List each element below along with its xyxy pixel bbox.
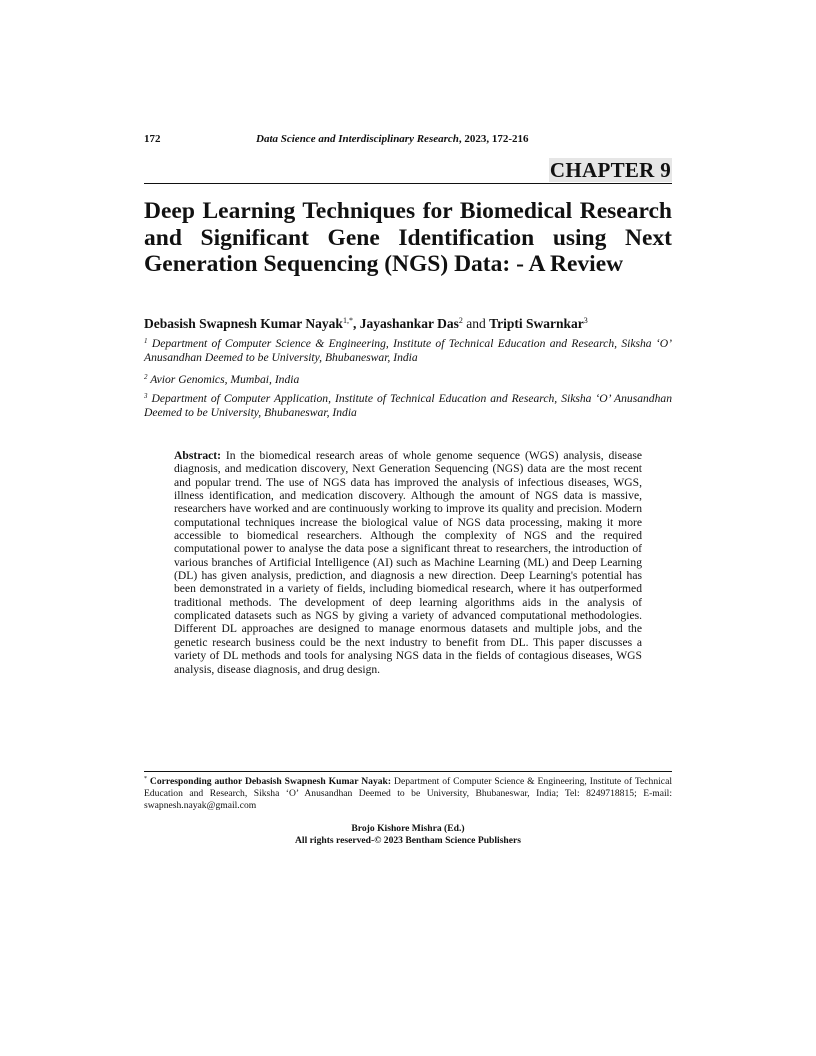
copyright-line: All rights reserved-© 2023 Bentham Science Publishers xyxy=(294,835,522,846)
footnote-divider xyxy=(144,771,672,772)
author-separator: , xyxy=(352,316,360,331)
chapter-heading xyxy=(144,158,672,184)
affiliation-text: Avior Genomics, Mumbai, India xyxy=(150,373,300,386)
author-affil-marker: 1,* xyxy=(342,316,353,325)
affiliation-1 xyxy=(144,337,672,365)
affiliation-2 xyxy=(144,373,672,387)
footnote-label: Corresponding author Debasish Swapnesh Kumar Nayak: xyxy=(149,776,392,787)
abstract-label: Abstract: xyxy=(174,449,222,462)
footnote-marker: * xyxy=(144,776,147,782)
editor-line: Brojo Kishore Mishra (Ed.) xyxy=(351,823,465,834)
author-name: Debasish Swapnesh Kumar Nayak xyxy=(144,316,343,331)
affiliation-marker: 2 xyxy=(144,373,148,381)
page-number: 172 xyxy=(144,133,161,145)
author-name: Tripti Swarnkar xyxy=(489,316,584,331)
journal-year-pages: , 2023, 172-216 xyxy=(458,133,529,145)
abstract xyxy=(174,449,642,676)
journal-citation xyxy=(256,133,529,145)
author-affil-marker: 3 xyxy=(583,316,588,325)
affiliation-marker: 3 xyxy=(144,392,148,400)
author-line xyxy=(144,316,672,332)
chapter-label: CHAPTER 9 xyxy=(549,158,671,182)
journal-name: Data Science and Interdisciplinary Research xyxy=(256,133,459,145)
affiliation-text: Department of Computer Application, Institute of Technical Education and Research, Siksha ‘O’ Anusandhan Deemed to be University, Bhubaneswar, India xyxy=(144,392,672,419)
footnote-text: Department of Computer Science & Engineering, Institute of Technical Education and Research, Siksha ‘O’ Anusandhan Deemed to be University, Bhubaneswar, India; Tel: 8249718815; E-mail: swapnesh.nayak@gmail.com xyxy=(144,776,672,811)
affiliation-3 xyxy=(144,392,672,420)
affiliation-marker: 1 xyxy=(144,337,148,345)
abstract-text: In the biomedical research areas of whole genome sequence (WGS) analysis, disease diagnosis, and medication discovery, Next Generation Sequencing (NGS) data are the most recent and popular trend. The use of NGS data has improved the analysis of infectious diseases, WGS, illness identification, and medication discovery. Although the amount of NGS data is massive, researchers have worked and are continuously working to improve its quality and precision. Modern computational techniques increase the biological value of NGS data processing, making it more accessible to biomedical researchers. Although the complexity of NGS and the required computational power to analyse the data pose a significant threat to researchers, the introduction of various branches of Artificial Intelligence (AI) such as Machine Learning (ML) and Deep Learning (DL) has given analysis, prediction, and diagnosis a new direction. Deep Learning's potential has been demonstrated in a variety of fields, including biomedical research, where it has outperformed traditional methods. The development of deep learning algorithms aids in the analysis of complicated datasets such as NGS by giving a variety of advanced computational methodologies. Different DL approaches are designed to manage enormous datasets and multiple jobs, and the genetic research business could be the next industry to benefit from DL. This paper discusses a variety of DL methods and tools for analysing NGS data in the fields of contagious diseases, WGS analysis, disease diagnosis, and drug design. xyxy=(174,449,642,676)
author-affil-marker: 2 xyxy=(458,316,463,325)
author-name: Jayashankar Das xyxy=(359,316,459,331)
author-separator: and xyxy=(462,316,490,331)
corresponding-author-footnote xyxy=(144,776,672,812)
affiliation-text: Department of Computer Science & Engineering, Institute of Technical Education and Research, Siksha ‘O’ Anusandhan Deemed to be University, Bhubaneswar, India xyxy=(144,337,673,364)
paper-title: Deep Learning Techniques for Biomedical Research and Significant Gene Identification using Next Generation Sequencing (NGS) Data: - A Review xyxy=(144,198,672,277)
